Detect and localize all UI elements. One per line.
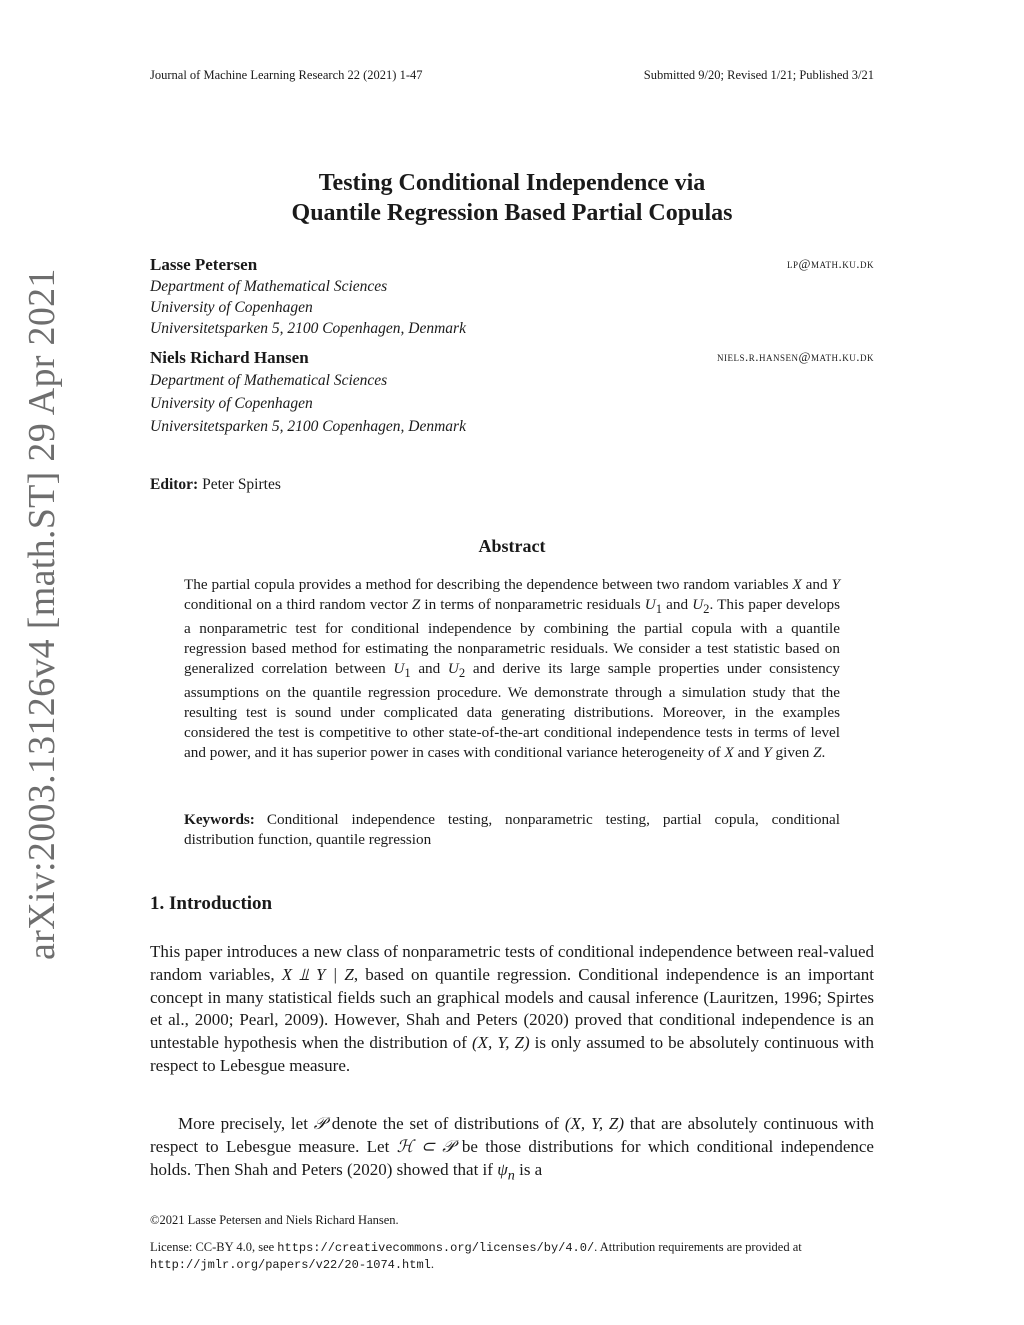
intro-paragraph-1: This paper introduces a new class of nonparametric tests of conditional independence between real-valued random variables, X ⫫ Y | Z, based on quantile regression. Conditional independence is an important concept in many statistical fields such an graphical models and causal inference (Lauritzen, 1996; Spirtes et al., 2000; Pearl, 2009). However, Shah and Peters (2020) proved that conditional independence is an untestable hypothesis when the distribution of (X, Y, Z) is only assumed to be absolutely continuous with respect to Lebesgue measure.	[150, 942, 874, 1075]
author-university: University of Copenhagen	[150, 299, 313, 316]
author-address: Universitetsparken 5, 2100 Copenhagen, Denmark	[150, 418, 466, 435]
journal-header: Journal of Machine Learning Research 22 (2021) 1-47	[150, 68, 423, 82]
editor-name: Peter Spirtes	[202, 476, 281, 493]
author-email[interactable]: lp@math.ku.dk	[787, 256, 874, 271]
author-block-1	[150, 254, 874, 339]
copyright-notice: ©2021 Lasse Petersen and Niels Richard Hansen.	[150, 1213, 399, 1227]
title-line-2: Quantile Regression Based Partial Copulas	[291, 200, 733, 226]
author-department: Department of Mathematical Sciences	[150, 278, 388, 295]
section-heading-introduction: 1. Introduction	[150, 893, 273, 914]
paper-link[interactable]: http://jmlr.org/papers/v22/20-1074.html	[150, 1258, 431, 1272]
submission-dates: Submitted 9/20; Revised 1/21; Published 3/21	[643, 68, 874, 82]
editor-label: Editor:	[150, 476, 199, 493]
intro-paragraph-2: More precisely, let 𝒫 denote the set of distributions of (X, Y, Z) that are absolutely continuous with respect to Lebesgue measure. Let ℋ ⊂ 𝒫 be those distributions for which conditional independence holds. Then Shah and Peters (2020) showed that if $\psi_n$ is a	[150, 1114, 874, 1183]
author-address: Universitetsparken 5, 2100 Copenhagen, Denmark	[150, 320, 466, 337]
keywords-text: Conditional independence testing, nonparametric testing, partial copula, conditional distribution function, quantile regression	[184, 811, 840, 848]
abstract-heading: Abstract	[478, 536, 546, 556]
abstract-body: The partial copula provides a method for describing the dependence between two random variables X and Y conditional on a third random vector Z in terms of nonparametric residuals $U_1$ and $U_2$. This paper develops a nonparametric test for conditional independence by combining the partial copula with a quantile regression based method for estimating the nonparametric residuals. We consider a test statistic based on generalized correlation between $U_1$ and $U_2$ and derive its large sample properties under consistency assumptions on the quantile regression procedure. We demonstrate through a simulation study that the resulting test is sound under complicated data generating distributions. Moreover, in the examples considered the test is competitive to other state-of-the-art conditional independence tests in terms of level and power, and it has superior power in cases with conditional variance heterogeneity of X and Y given Z.	[184, 576, 841, 762]
author-department: Department of Mathematical Sciences	[150, 372, 388, 389]
arxiv-identifier: arXiv:2003.13126v4 [math.ST] 29 Apr 2021	[21, 268, 63, 960]
editor-line	[150, 476, 281, 494]
paper-title	[150, 168, 874, 228]
author-university: University of Copenhagen	[150, 395, 313, 412]
author-email[interactable]: niels.r.hansen@math.ku.dk	[717, 349, 874, 364]
title-line-1: Testing Conditional Independence via	[318, 170, 706, 196]
license-notice: License: CC-BY 4.0, see https://creativecommons.org/licenses/by/4.0/. Attribution requirements are provided at http://jmlr.org/papers/v22/20-1074.html.	[150, 1240, 802, 1272]
keywords	[184, 810, 840, 850]
keywords-label: Keywords:	[184, 811, 255, 828]
author-name: Lasse Petersen	[150, 255, 258, 274]
license-link[interactable]: https://creativecommons.org/licenses/by/4.0/	[277, 1241, 595, 1255]
author-name: Niels Richard Hansen	[150, 348, 309, 367]
author-block-2	[150, 347, 874, 438]
